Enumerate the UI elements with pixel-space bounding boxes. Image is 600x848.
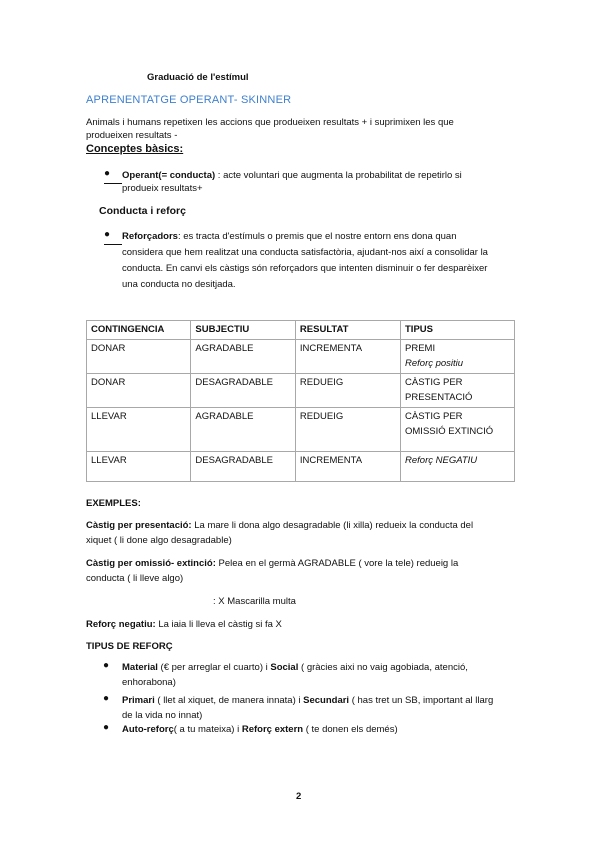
type-text: ( llet al xiquet, de manera innata) i — [154, 695, 304, 706]
header-tipus: TIPUS — [401, 321, 515, 340]
type-text-continued: de la vida no innat) — [122, 710, 203, 721]
table-cell: INCREMENTA — [295, 340, 400, 374]
cell-line: CÀSTIG PER — [405, 377, 463, 388]
type-term: Secundari — [303, 695, 350, 706]
type-term: Material — [122, 662, 158, 673]
header-resultat: RESULTAT — [295, 321, 400, 340]
header-subjectiu: SUBJECTIU — [191, 321, 296, 340]
example-1 — [86, 518, 473, 534]
cell-line: CÀSTIG PER — [405, 411, 463, 422]
bullet-icon: ● — [103, 660, 110, 671]
operant-line-1: : acte voluntari que augmenta la probabilitat de repetirlo si — [215, 170, 462, 181]
example-2-line-1: Pelea en el germà AGRADABLE ( vore la tele) redueig la — [215, 558, 459, 569]
example-1-line-1: La mare li dona algo desagradable (li xilla) redueix la conducta del — [191, 520, 474, 531]
reinforcement-type-item — [122, 722, 398, 738]
header-contingencia: CONTINGENCIA — [87, 321, 191, 340]
reforcadors-term: Reforçadors — [122, 231, 178, 242]
table-cell: AGRADABLE — [191, 408, 296, 452]
table-cell: REDUEIG — [295, 374, 400, 408]
reforcadors-line-4: una conducta no desitjada. — [122, 279, 236, 290]
bullet-icon: ● — [103, 693, 110, 704]
contingency-table — [86, 320, 515, 482]
operant-term: Operant(= conducta) — [122, 170, 216, 181]
table-row — [87, 374, 515, 408]
table-cell: REDUEIG — [295, 408, 400, 452]
page-number: 2 — [296, 791, 302, 802]
reinforcement-type-item — [122, 660, 468, 676]
table-header-row — [87, 321, 515, 340]
table-cell: DESAGRADABLE — [191, 374, 296, 408]
bullet-icon: ● — [103, 722, 110, 733]
type-term: Social — [270, 662, 299, 673]
table-cell: Reforç NEGATIU — [401, 452, 515, 482]
table-cell — [401, 408, 515, 452]
reforcadors-line-2: considera que hem realitzat una conducta satisfactòria, ajudant-nos així a consolidar la — [122, 247, 488, 258]
type-term: Reforç extern — [241, 724, 304, 735]
type-term: Auto-reforç — [122, 724, 174, 735]
type-text: (€ per arreglar el cuarto) i — [157, 662, 271, 673]
table-cell: AGRADABLE — [191, 340, 296, 374]
reinforcement-types-heading: TIPUS DE REFORÇ — [86, 641, 173, 652]
intro-line-2: produeixen resultats - — [86, 130, 178, 141]
example-4-term: Reforç negatiu: — [86, 619, 156, 630]
table-cell: DONAR — [87, 340, 191, 374]
document-title: Graduació de l'estímul — [147, 72, 249, 83]
type-text: ( has tret un SB, important al llarg — [349, 695, 494, 706]
table-cell: INCREMENTA — [295, 452, 400, 482]
reinforcement-type-item — [122, 693, 493, 709]
example-4 — [86, 617, 282, 633]
cell-line: OMISSIÓ EXTINCIÓ — [405, 426, 494, 437]
bullet-icon: ● — [104, 168, 111, 179]
example-4-text: La iaia li lleva el càstig si fa X — [155, 619, 282, 630]
example-2-line-2: conducta ( li lleve algo) — [86, 573, 184, 584]
table-row — [87, 452, 515, 482]
cell-line: PREMI — [405, 343, 436, 354]
table-cell: DESAGRADABLE — [191, 452, 296, 482]
table-cell — [401, 340, 515, 374]
type-text: ( gràcies aixi no vaig agobiada, atenció, — [298, 662, 468, 673]
intro-line-1: Animals i humans repetixen les accions que produeixen resultats + i suprimixen les que — [86, 117, 454, 128]
type-text: ( a tu mateixa) i — [173, 724, 242, 735]
reforcadors-line-3: conducta. En canvi els càstigs són reforçadors que intenten disminuir o fer desparèixer — [122, 263, 488, 274]
reforcadors-line-1: : es tracta d'estímuls o premis que el nostre entorn ens dona quan — [177, 231, 457, 242]
table-cell: LLEVAR — [87, 408, 191, 452]
table-cell: LLEVAR — [87, 452, 191, 482]
example-2-term: Càstig per omissió- extinció: — [86, 558, 216, 569]
table-row — [87, 340, 515, 374]
examples-heading: EXEMPLES: — [86, 498, 141, 509]
operant-line-2: produeix resultats+ — [122, 183, 203, 194]
table-row — [87, 408, 515, 452]
example-1-line-2: xiquet ( li done algo desagradable) — [86, 535, 232, 546]
cell-line: Reforç positiu — [405, 358, 464, 369]
cell-line: PRESENTACIÓ — [405, 392, 473, 403]
bullet-icon: ● — [104, 229, 111, 240]
concepts-heading: Conceptes bàsics: — [86, 143, 184, 155]
reinforcement-subheading: Conducta i reforç — [99, 205, 186, 217]
example-2 — [86, 556, 458, 572]
example-1-term: Càstig per presentació: — [86, 520, 192, 531]
table-cell: DONAR — [87, 374, 191, 408]
example-3: : X Mascarilla multa — [213, 596, 296, 607]
table-cell — [401, 374, 515, 408]
section-title: APRENENTATGE OPERANT- SKINNER — [86, 94, 292, 106]
type-text: ( te donen els demés) — [303, 724, 398, 735]
type-text-continued: enhorabona) — [122, 677, 176, 688]
type-term: Primari — [122, 695, 155, 706]
reforcadors-definition — [104, 229, 514, 245]
